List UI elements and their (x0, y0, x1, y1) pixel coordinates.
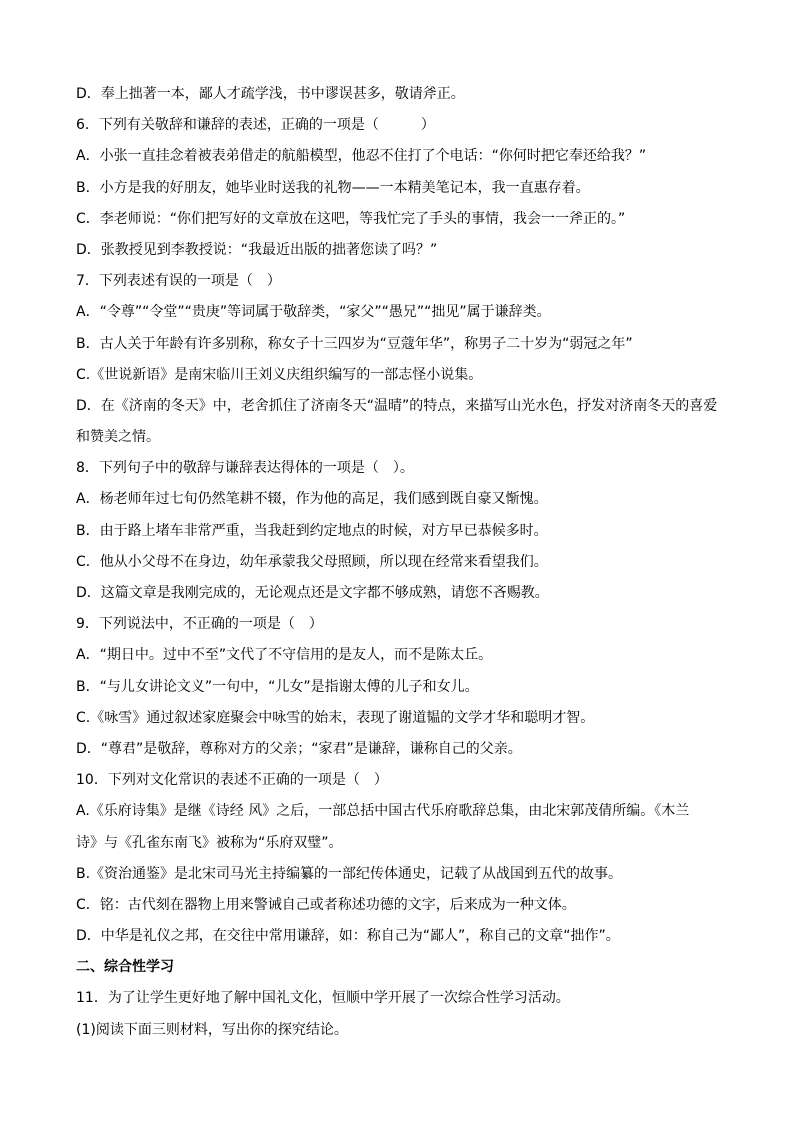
question-11-part-1: (1)阅读下面三则材料，写出你的探究结论。 (76, 1021, 348, 1038)
option-d-q5: D．奉上拙著一本，鄙人才疏学浅，书中谬误甚多，敬请斧正。 (76, 86, 465, 102)
question-11: 11．为了让学生更好地了解中国礼文化，恒顺中学开展了一次综合性学习活动。 (76, 990, 570, 1007)
option-c-q9: C.《咏雪》通过叙述家庭聚会中咏雪的始末，表现了谢道韫的文学才华和聪明才智。 (76, 709, 595, 726)
option-d-q7: D．在《济南的冬天》中，老舍抓住了济南冬天“温晴”的特点，来描写山光水色，抒发对济南冬天的喜爱 (76, 397, 718, 414)
section-heading-comprehensive-study: 二、综合性学习 (76, 959, 174, 976)
option-a-q9: A．“期日中。过中不至”文代了不守信用的是友人，而不是陈太丘。 (76, 647, 493, 664)
question-7: 7．下列表述有误的一项是（ ） (76, 273, 281, 290)
option-a-q10: A.《乐府诗集》是继《诗经 风》之后，一部总括中国古代乐府歌辞总集，由北宋郭茂倩所编。《木兰 (76, 803, 690, 820)
question-10: 10．下列对文化常识的表述不正确的一项是（ ） (76, 772, 388, 789)
option-a-q7: A．“令尊”“令堂”“贵庚”等词属于敬辞类，“家父”“愚兄”“拙见”属于谦辞类。 (76, 304, 551, 321)
option-b-q8: B．由于路上堵车非常严重，当我赶到约定地点的时候，对方早已恭候多时。 (76, 522, 548, 539)
option-b-q10: B.《资治通鉴》是北宋司马光主持编纂的一部纪传体通史，记载了从战国到五代的故事。 (76, 865, 623, 882)
option-b-q6: B．小方是我的好朋友，她毕业时送我的礼物——一本精美笔记本，我一直惠存着。 (76, 179, 590, 196)
question-8: 8．下列句子中的敬辞与谦辞表达得体的一项是（ ）。 (76, 460, 414, 477)
option-d-q10: D．中华是礼仪之邦，在交往中常用谦辞，如：称自己为“鄙人”，称自己的文章“拙作”。 (76, 928, 620, 945)
option-c-q10: C．铭：古代刻在器物上用来警诫自己或者称述功德的文字，后来成为一种文体。 (76, 896, 576, 913)
option-d-q7-continued: 和赞美之情。 (76, 429, 160, 446)
option-b-q9: B．“与儿女讲论文义”一句中，“儿女”是指谢太傅的儿子和女儿。 (76, 678, 479, 695)
option-c-q8: C．他从小父母不在身边，幼年承蒙我父母照顾，所以现在经常来看望我们。 (76, 553, 548, 570)
option-a-q10-continued: 诗》与《孔雀东南飞》被称为“乐府双璧”。 (76, 834, 343, 851)
option-a-q8: A．杨老师年过七旬仍然笔耕不辍，作为他的高足，我们感到既自豪又惭愧。 (76, 491, 548, 508)
question-9: 9．下列说法中，不正确的一项是（ ） (76, 616, 323, 633)
option-d-q6: D．张教授见到李教授说：“我最近出版的拙著您读了吗？” (76, 241, 438, 258)
question-6: 6．下列有关敬辞和谦辞的表述，正确的一项是（ ） (76, 117, 435, 134)
option-d-q8: D．这篇文章是我刚完成的，无论观点还是文字都不够成熟，请您不吝赐教。 (76, 585, 549, 601)
option-b-q7: B．古人关于年龄有许多别称，称女子十三四岁为“豆蔻年华”，称男子二十岁为“弱冠之年” (76, 335, 633, 352)
option-a-q6: A．小张一直挂念着被表弟借走的航船模型，他忍不住打了个电话：“你何时把它奉还给我？” (76, 148, 647, 165)
option-c-q7: C.《世说新语》是南宋临川王刘义庆组织编写的一部志怪小说集。 (76, 366, 483, 383)
document-page (76, 79, 736, 1046)
option-d-q9: D．“尊君”是敬辞，尊称对方的父亲；“家君”是谦辞，谦称自己的父亲。 (76, 740, 522, 757)
option-c-q6: C．李老师说：“你们把写好的文章放在这吧，等我忙完了手头的事情，我会一一斧正的。” (76, 210, 626, 227)
